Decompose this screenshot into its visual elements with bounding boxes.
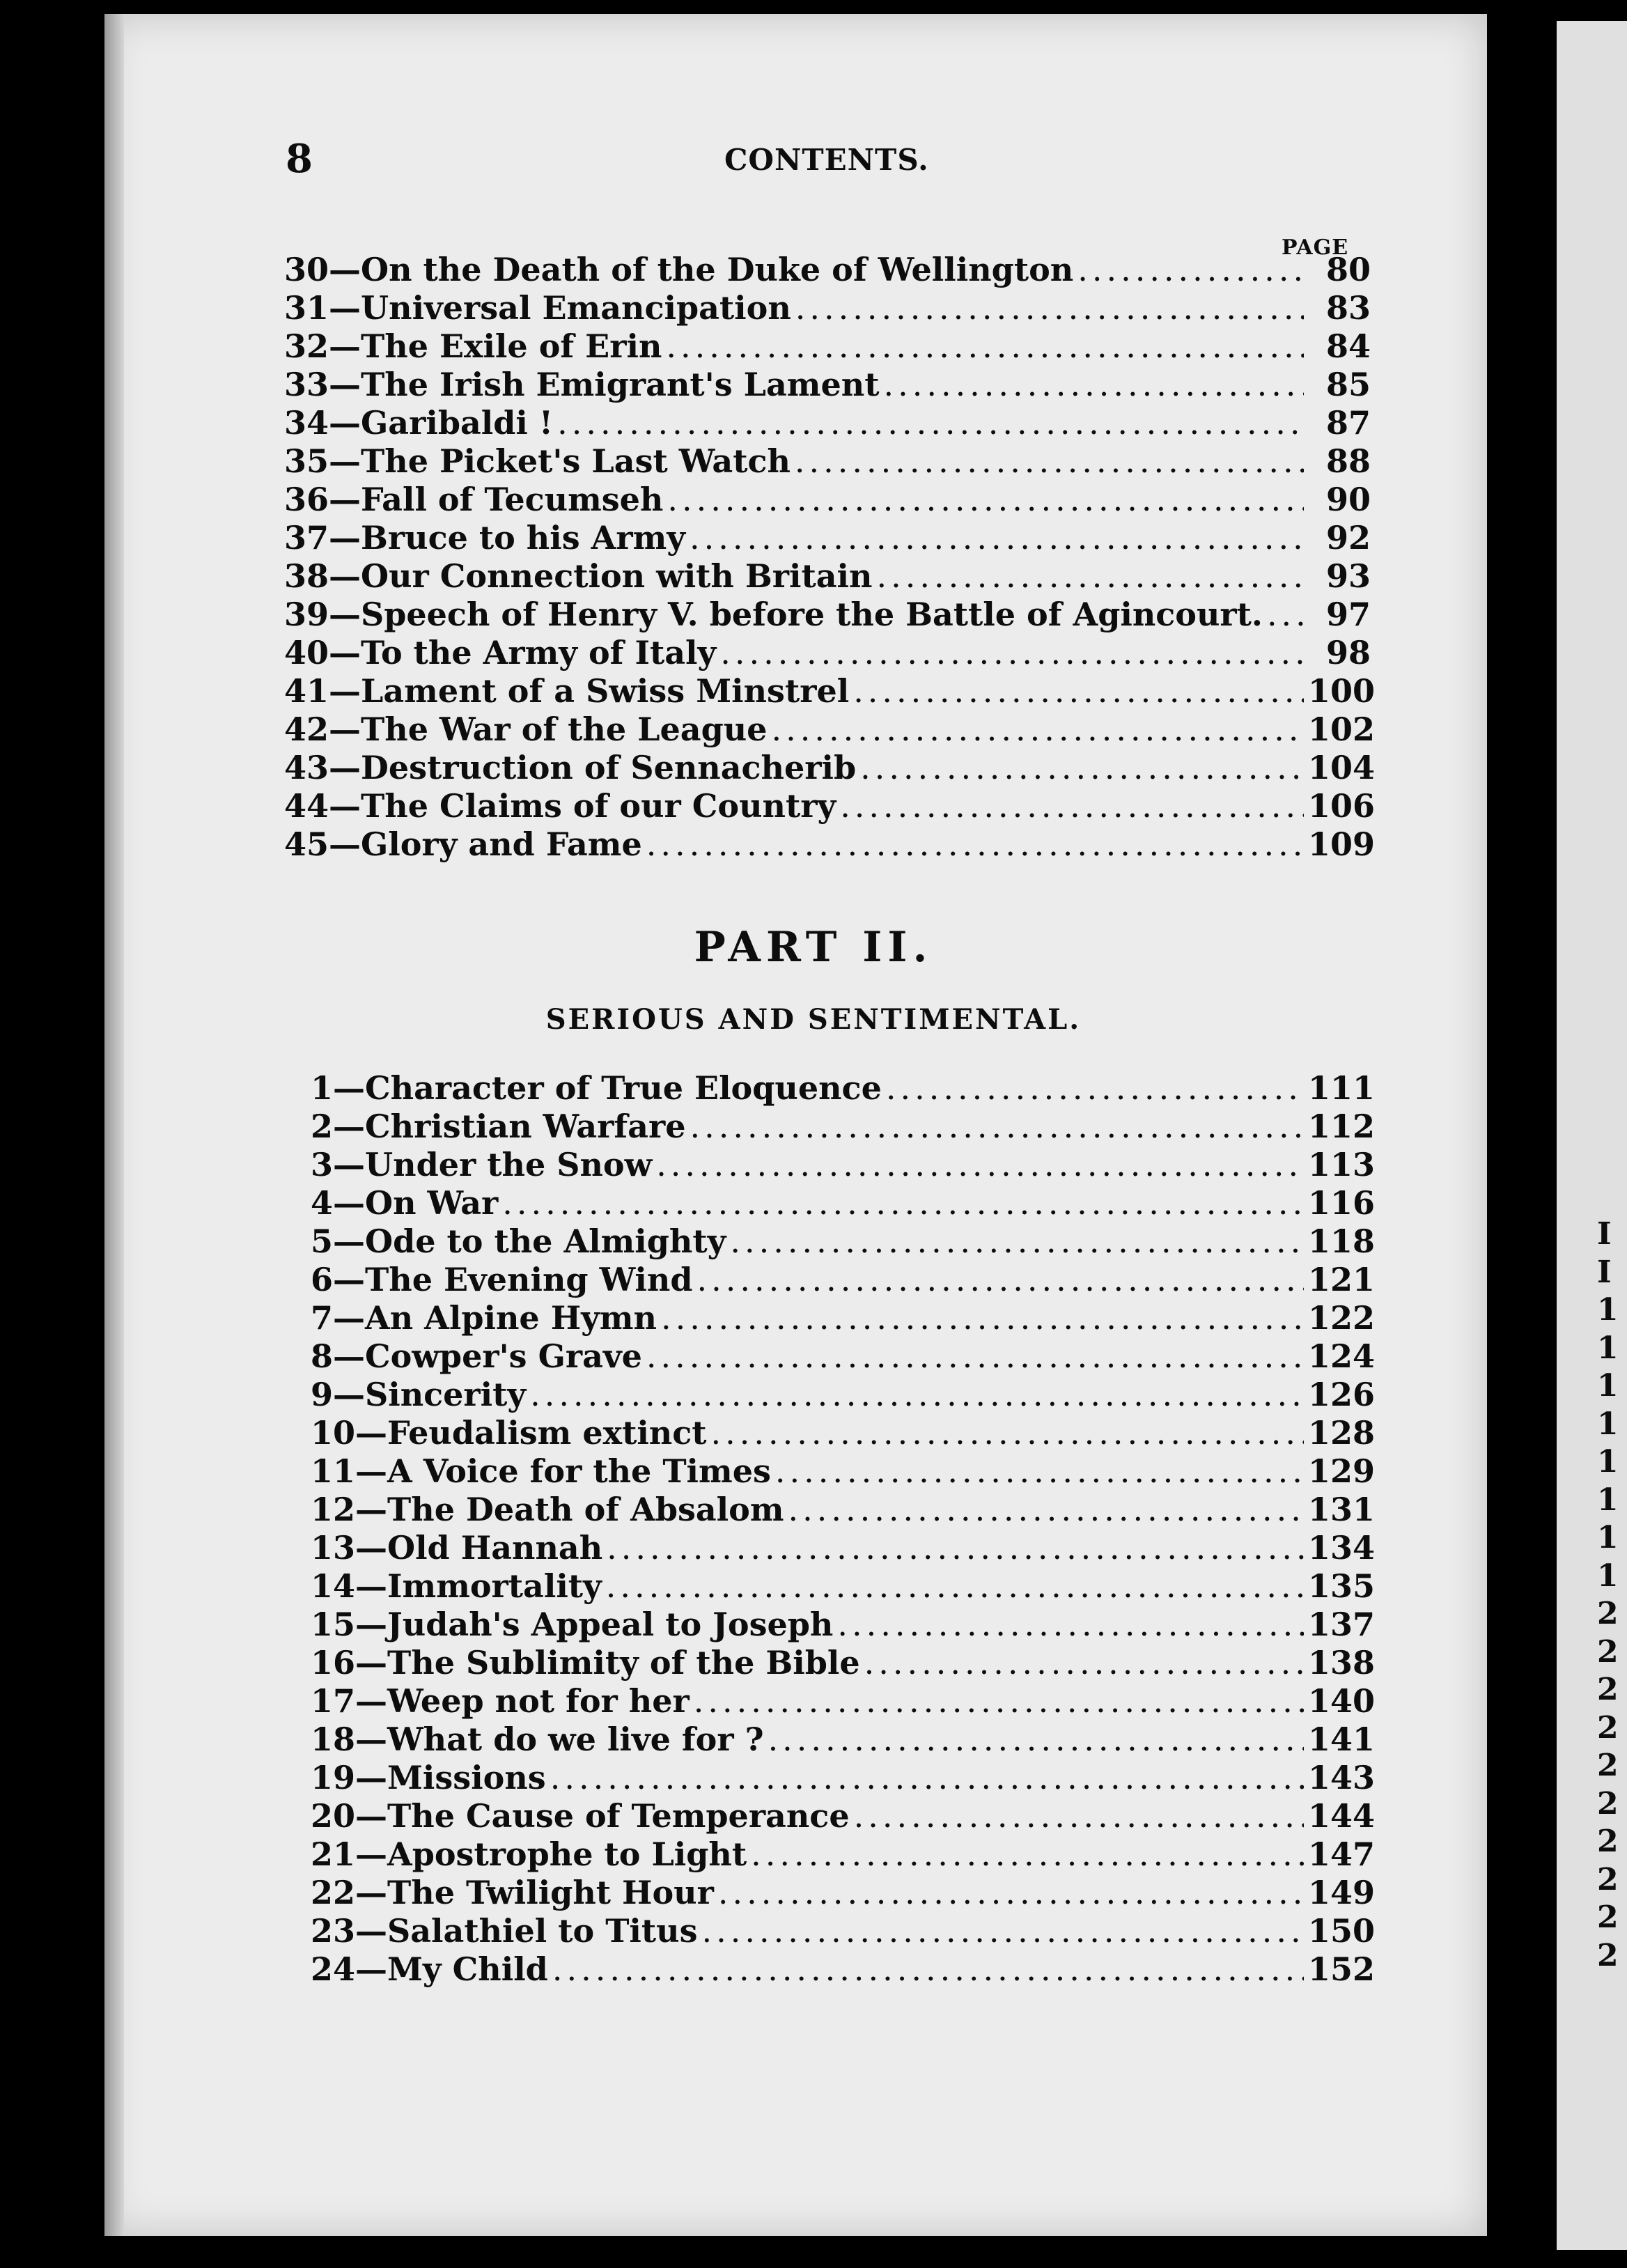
entry-number: 17: [311, 1682, 356, 1720]
toc-entry: [284, 289, 1371, 327]
entry-title: To the Army of Italy: [361, 634, 717, 671]
entry-number: 45: [284, 825, 329, 863]
entry-page: 129: [1308, 1452, 1376, 1490]
entry-number: 35: [284, 442, 329, 480]
entry-page: 149: [1308, 1874, 1376, 1911]
entry-dash: —: [355, 1721, 388, 1758]
entry-title: Feudalism extinct: [387, 1414, 707, 1452]
entry-dash: —: [333, 1299, 366, 1337]
dot-leader: [876, 557, 1304, 595]
dot-leader: [860, 749, 1304, 786]
page-title: CONTENTS.: [724, 143, 929, 177]
toc-entry: [284, 634, 1371, 672]
page-column-label: PAGE: [1282, 235, 1349, 260]
entry-number: 31: [284, 289, 329, 327]
entry-page: 128: [1308, 1414, 1376, 1452]
entry-title: Immortality: [387, 1567, 602, 1605]
toc-entry: [311, 1759, 1376, 1797]
adjacent-page-fragment: 2: [1597, 1596, 1619, 1631]
dot-leader: [788, 1491, 1304, 1528]
entry-page: 84: [1325, 327, 1371, 365]
entry-title: The Irish Emigrant's Lament: [361, 366, 880, 403]
entry-number: 44: [284, 787, 329, 825]
entry-page: 92: [1325, 519, 1371, 557]
entry-dash: —: [355, 1682, 388, 1720]
adjacent-page-fragment: 2: [1597, 1937, 1619, 1973]
entry-title: Salathiel to Titus: [387, 1912, 698, 1950]
dot-leader: [667, 481, 1304, 518]
entry-page: 97: [1325, 596, 1371, 633]
page-number: 8: [286, 136, 313, 182]
entry-title: Bruce to his Army: [361, 519, 685, 557]
adjacent-page-fragment: 2: [1597, 1861, 1619, 1897]
toc-list: [311, 1069, 1376, 1989]
entry-number: 6: [311, 1261, 334, 1298]
entry-page: 143: [1308, 1759, 1376, 1796]
entry-title: Fall of Tecumseh: [361, 481, 664, 518]
entry-dash: —: [355, 1414, 388, 1452]
toc-entry: [311, 1529, 1376, 1567]
toc-entry: [311, 1299, 1376, 1337]
adjacent-page-fragment: 1: [1597, 1520, 1619, 1555]
entry-title: Glory and Fame: [361, 825, 642, 863]
entry-number: 3: [311, 1146, 334, 1183]
entry-title: Old Hannah: [387, 1529, 603, 1567]
entry-dash: —: [333, 1337, 366, 1375]
toc-entry: [284, 366, 1371, 404]
entry-dash: —: [329, 519, 361, 557]
dot-leader: [837, 1606, 1304, 1643]
toc-entry: [284, 519, 1371, 557]
entry-dash: —: [329, 596, 361, 633]
entry-number: 32: [284, 327, 329, 365]
entry-title: Lament of a Swiss Minstrel: [361, 672, 850, 710]
entry-page: 131: [1308, 1491, 1376, 1528]
toc-entry: [311, 1912, 1376, 1950]
entry-page: 106: [1308, 787, 1376, 825]
entry-page: 83: [1325, 289, 1371, 327]
entry-dash: —: [329, 710, 361, 748]
entry-number: 1: [311, 1069, 334, 1107]
entry-dash: —: [355, 1874, 388, 1911]
entry-page: 135: [1308, 1567, 1376, 1605]
entry-title: The Twilight Hour: [387, 1874, 714, 1911]
entry-title: My Child: [387, 1950, 548, 1988]
entry-title: Weep not for her: [387, 1682, 690, 1720]
entry-title: A Voice for the Times: [387, 1452, 771, 1490]
entry-dash: —: [333, 1222, 366, 1260]
entry-page: 152: [1308, 1950, 1376, 1988]
entry-number: 15: [311, 1606, 356, 1643]
entry-title: Apostrophe to Light: [387, 1835, 747, 1873]
entry-number: 40: [284, 634, 329, 671]
entry-title: The War of the League: [361, 710, 768, 748]
entry-number: 36: [284, 481, 329, 518]
running-head: [0, 136, 1627, 182]
dot-leader: [886, 1069, 1304, 1107]
dot-leader: [775, 1452, 1304, 1490]
toc-entry: [311, 1108, 1376, 1146]
entry-title: The Death of Absalom: [387, 1491, 784, 1528]
entry-page: 126: [1308, 1376, 1376, 1413]
adjacent-page-fragment: 2: [1597, 1672, 1619, 1707]
toc-entry: [284, 404, 1371, 442]
adjacent-page-fragment: 1: [1597, 1368, 1619, 1404]
entry-title: Garibaldi !: [361, 404, 554, 442]
entry-title: Ode to the Almighty: [365, 1222, 726, 1260]
entry-number: 21: [311, 1835, 356, 1873]
dot-leader: [530, 1376, 1304, 1413]
entry-number: 20: [311, 1797, 356, 1835]
entry-title: An Alpine Hymn: [365, 1299, 657, 1337]
entry-page: 93: [1325, 557, 1371, 595]
entry-number: 10: [311, 1414, 356, 1452]
dot-leader: [646, 825, 1304, 863]
entry-page: 85: [1325, 366, 1371, 403]
toc-entry: [311, 1376, 1376, 1414]
entry-title: The Evening Wind: [365, 1261, 693, 1298]
dot-leader: [690, 519, 1304, 557]
toc-entry: [284, 710, 1376, 749]
entry-page: 100: [1308, 672, 1376, 710]
entry-page: 98: [1325, 634, 1371, 671]
toc-entry: [311, 1835, 1376, 1874]
toc-entry: [284, 749, 1376, 787]
entry-number: 24: [311, 1950, 356, 1988]
entry-page: 122: [1308, 1299, 1376, 1337]
dot-leader: [730, 1222, 1304, 1260]
entry-dash: —: [333, 1108, 366, 1145]
entry-dash: —: [329, 672, 361, 710]
dot-leader: [718, 1874, 1304, 1911]
entry-dash: —: [329, 749, 361, 786]
dot-leader: [607, 1529, 1304, 1567]
toc-entry: [311, 1874, 1376, 1912]
toc-entry: [311, 1184, 1376, 1222]
entry-dash: —: [329, 825, 361, 863]
entry-page: 124: [1308, 1337, 1376, 1375]
entry-page: 112: [1308, 1108, 1376, 1145]
entry-page: 104: [1308, 749, 1376, 786]
adjacent-page-fragment: 1: [1597, 1406, 1619, 1442]
dot-leader: [853, 672, 1304, 710]
adjacent-page-fragment: I: [1597, 1254, 1612, 1290]
entry-title: Under the Snow: [365, 1146, 653, 1183]
toc-entry: [284, 557, 1371, 596]
entry-number: 16: [311, 1644, 356, 1681]
dot-leader: [1077, 251, 1304, 288]
dot-leader: [720, 634, 1304, 671]
dot-leader: [552, 1950, 1304, 1988]
toc-entry: [284, 251, 1371, 289]
entry-title: Destruction of Sennacherib: [361, 749, 857, 786]
dot-leader: [795, 289, 1304, 327]
entry-title: The Exile of Erin: [361, 327, 662, 365]
toc-entry: [284, 442, 1371, 481]
toc-entry: [284, 672, 1376, 710]
entry-page: 141: [1308, 1721, 1376, 1758]
entry-dash: —: [329, 327, 361, 365]
entry-dash: —: [329, 251, 361, 288]
toc-entry: [311, 1682, 1376, 1721]
entry-dash: —: [355, 1606, 388, 1643]
toc-entry: [311, 1950, 1376, 1989]
dot-leader: [840, 787, 1304, 825]
toc-entry: [311, 1069, 1376, 1108]
dot-leader: [1267, 596, 1304, 633]
entry-number: 18: [311, 1721, 356, 1758]
dot-leader: [854, 1797, 1304, 1835]
entry-title: Christian Warfare: [365, 1108, 686, 1145]
toc-entry: [311, 1567, 1376, 1606]
entry-title: Our Connection with Britain: [361, 557, 873, 595]
entry-number: 2: [311, 1108, 334, 1145]
entry-dash: —: [333, 1146, 366, 1183]
dot-leader: [694, 1682, 1304, 1720]
entry-page: 113: [1308, 1146, 1376, 1183]
entry-number: 22: [311, 1874, 356, 1911]
toc-entry: [311, 1337, 1376, 1376]
entry-number: 33: [284, 366, 329, 403]
adjacent-page-fragment: 1: [1597, 1444, 1619, 1479]
entry-number: 43: [284, 749, 329, 786]
entry-page: 102: [1308, 710, 1376, 748]
adjacent-page-fragment: 2: [1597, 1900, 1619, 1935]
dot-leader: [557, 404, 1304, 442]
entry-page: 137: [1308, 1606, 1376, 1643]
entry-page: 88: [1325, 442, 1371, 480]
adjacent-page-fragment: 2: [1597, 1709, 1619, 1746]
entry-number: 19: [311, 1759, 356, 1796]
entry-dash: —: [333, 1184, 366, 1222]
dot-leader: [711, 1414, 1305, 1452]
entry-page: 144: [1308, 1797, 1376, 1835]
entry-dash: —: [355, 1759, 388, 1796]
adjacent-page-fragment: 2: [1597, 1824, 1619, 1859]
entry-number: 37: [284, 519, 329, 557]
adjacent-page-fragment: 1: [1597, 1558, 1619, 1594]
entry-number: 13: [311, 1529, 356, 1567]
entry-number: 12: [311, 1491, 356, 1528]
entry-page: 150: [1308, 1912, 1376, 1950]
dot-leader: [690, 1108, 1304, 1145]
toc-part-one-continued: [284, 251, 1376, 864]
adjacent-page-fragment: 2: [1597, 1748, 1619, 1783]
entry-dash: —: [333, 1069, 366, 1107]
entry-page: 87: [1325, 404, 1371, 442]
dot-leader: [771, 710, 1304, 748]
entry-dash: —: [329, 289, 361, 327]
entry-dash: —: [329, 634, 361, 671]
entry-number: 8: [311, 1337, 334, 1375]
entry-number: 9: [311, 1376, 334, 1413]
entry-dash: —: [333, 1376, 366, 1413]
entry-dash: —: [329, 366, 361, 403]
entry-title: Cowper's Grave: [365, 1337, 642, 1375]
entry-number: 14: [311, 1567, 356, 1605]
toc-entry: [311, 1797, 1376, 1835]
entry-title: The Picket's Last Watch: [361, 442, 791, 480]
entry-page: 90: [1325, 481, 1371, 518]
part-two-subtitle: SERIOUS AND SENTIMENTAL.: [545, 1003, 1082, 1036]
entry-title: The Claims of our Country: [361, 787, 836, 825]
dot-leader: [864, 1644, 1304, 1681]
entry-title: Character of True Eloquence: [365, 1069, 882, 1107]
entry-dash: —: [355, 1912, 388, 1950]
entry-number: 34: [284, 404, 329, 442]
entry-dash: —: [329, 481, 361, 518]
toc-entry: [284, 481, 1371, 519]
entry-title: Sincerity: [365, 1376, 527, 1413]
toc-part-two: [311, 1069, 1376, 1989]
dot-leader: [795, 442, 1304, 480]
entry-page: 109: [1308, 825, 1376, 863]
entry-dash: —: [355, 1644, 388, 1681]
entry-title: The Sublimity of the Bible: [387, 1644, 860, 1681]
entry-page: 118: [1308, 1222, 1376, 1260]
entry-page: 80: [1325, 251, 1371, 288]
entry-number: 11: [311, 1452, 356, 1490]
dot-leader: [666, 327, 1304, 365]
dot-leader: [606, 1567, 1304, 1605]
adjacent-page-fragment: 2: [1597, 1785, 1619, 1822]
entry-number: 41: [284, 672, 329, 710]
entry-title: Missions: [387, 1759, 546, 1796]
adjacent-page-fragment: 1: [1597, 1292, 1619, 1328]
toc-entry: [311, 1146, 1376, 1184]
entry-title: What do we live for ?: [387, 1721, 764, 1758]
entry-number: 23: [311, 1912, 356, 1950]
dot-leader: [751, 1835, 1304, 1873]
dot-leader: [661, 1299, 1304, 1337]
entry-dash: —: [329, 442, 361, 480]
toc-entry: [311, 1491, 1376, 1529]
entry-number: 4: [311, 1184, 334, 1222]
entry-page: 147: [1308, 1835, 1376, 1873]
entry-dash: —: [355, 1452, 388, 1490]
toc-list: [284, 251, 1376, 864]
entry-number: 30: [284, 251, 329, 288]
dot-leader: [768, 1721, 1304, 1758]
entry-dash: —: [329, 787, 361, 825]
dot-leader: [697, 1261, 1304, 1298]
dot-leader: [701, 1912, 1304, 1950]
dot-leader: [646, 1337, 1304, 1375]
entry-title: Judah's Appeal to Joseph: [387, 1606, 834, 1643]
entry-dash: —: [329, 404, 361, 442]
entry-page: 121: [1308, 1261, 1376, 1298]
entry-number: 5: [311, 1222, 334, 1260]
toc-entry: [311, 1452, 1376, 1491]
adjacent-page-fragment: 1: [1597, 1482, 1619, 1518]
dot-leader: [883, 366, 1304, 403]
part-two-title: PART II.: [694, 923, 933, 972]
entry-title: The Cause of Temperance: [387, 1797, 850, 1835]
toc-entry: [284, 825, 1376, 864]
entry-page: 134: [1308, 1529, 1376, 1567]
entry-dash: —: [355, 1529, 388, 1567]
entry-number: 42: [284, 710, 329, 748]
entry-number: 39: [284, 596, 329, 633]
toc-entry: [284, 327, 1371, 366]
dot-leader: [656, 1146, 1304, 1183]
entry-dash: —: [329, 557, 361, 595]
entry-dash: —: [355, 1950, 388, 1988]
toc-entry: [311, 1606, 1376, 1644]
adjacent-page-edge: [1557, 21, 1627, 2250]
entry-number: 7: [311, 1299, 334, 1337]
entry-number: 38: [284, 557, 329, 595]
toc-entry: [311, 1261, 1376, 1299]
dot-leader: [550, 1759, 1304, 1796]
toc-entry: [311, 1721, 1376, 1759]
toc-entry: [311, 1414, 1376, 1452]
dot-leader: [502, 1184, 1304, 1222]
entry-title: Speech of Henry V. before the Battle of Agincourt.: [361, 596, 1263, 633]
adjacent-page-fragment: I: [1597, 1216, 1612, 1252]
entry-page: 138: [1308, 1644, 1376, 1681]
entry-dash: —: [333, 1261, 366, 1298]
entry-dash: —: [355, 1567, 388, 1605]
toc-entry: [284, 787, 1376, 825]
entry-dash: —: [355, 1797, 388, 1835]
entry-title: Universal Emancipation: [361, 289, 791, 327]
toc-entry: [311, 1644, 1376, 1682]
entry-title: On War: [365, 1184, 499, 1222]
entry-page: 111: [1308, 1069, 1376, 1107]
entry-page: 116: [1308, 1184, 1376, 1222]
entry-page: 140: [1308, 1682, 1376, 1720]
entry-dash: —: [355, 1491, 388, 1528]
toc-entry: [311, 1222, 1376, 1261]
adjacent-page-fragment: 1: [1597, 1330, 1619, 1366]
adjacent-page-fragment: 2: [1597, 1633, 1619, 1670]
toc-entry: [284, 596, 1371, 634]
entry-dash: —: [355, 1835, 388, 1873]
entry-title: On the Death of the Duke of Wellington: [361, 251, 1074, 288]
